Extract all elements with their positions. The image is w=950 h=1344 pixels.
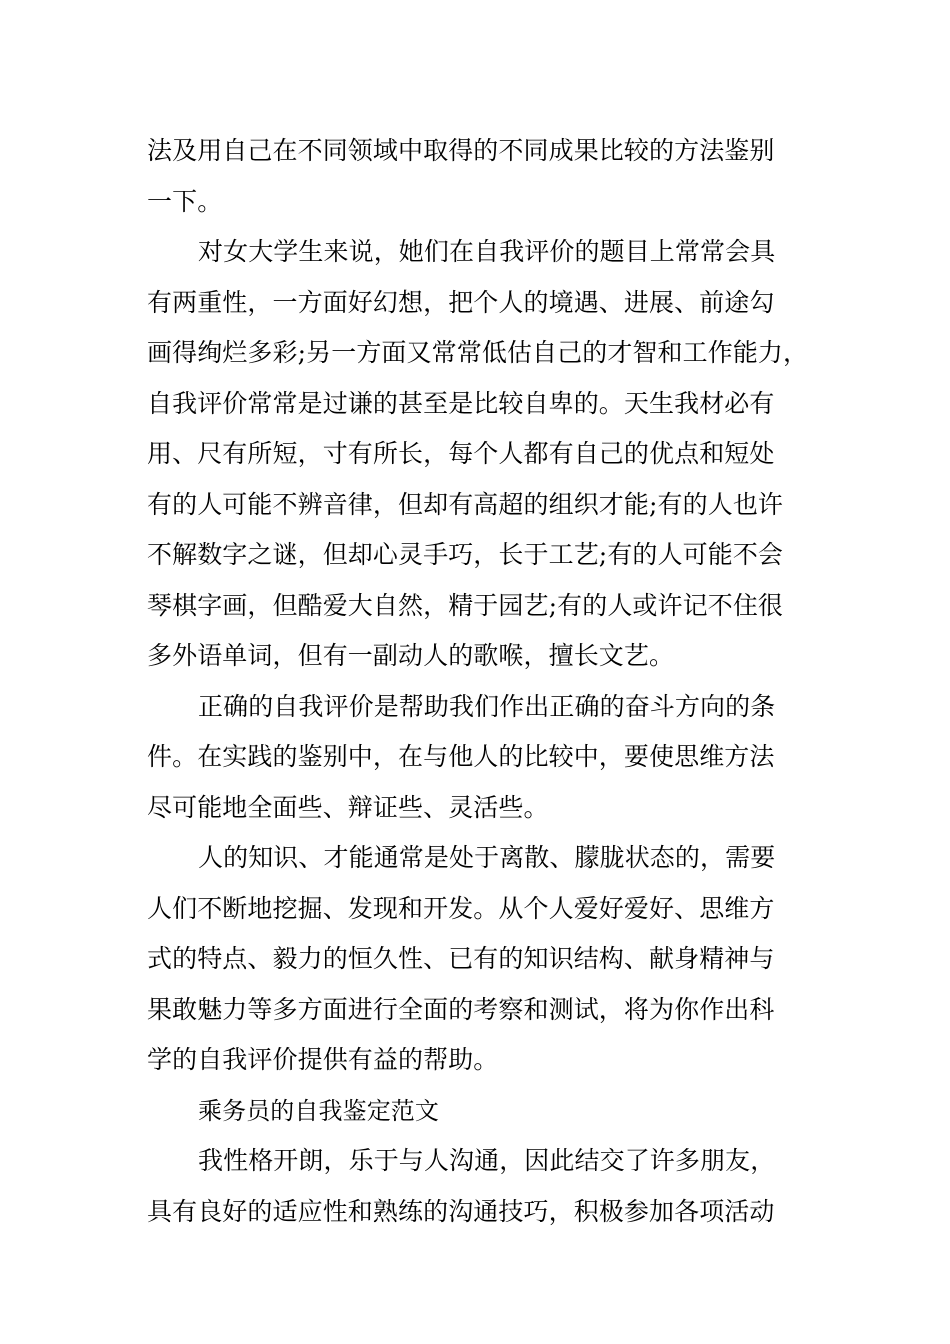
text-line: 尽可能地全面些、辩证些、灵活些。 xyxy=(147,792,549,822)
paragraph-start-line: 人的知识、才能通常是处于离散、朦胧状态的，需要 xyxy=(198,843,776,872)
text-line: 不解数字之谜，但却心灵手巧，长于工艺;有的人可能不会 xyxy=(147,540,784,569)
text-line: 自我评价常常是过谦的甚至是比较自卑的。天生我材必有 xyxy=(147,388,775,418)
paragraph-start-line: 我性格开朗，乐于与人沟通，因此结交了许多朋友， xyxy=(198,1146,776,1175)
text-line: 一下。 xyxy=(147,186,223,216)
document-body xyxy=(147,126,807,1237)
text-line: 有两重性，一方面好幻想，把个人的境遇、进展、前途勾 xyxy=(147,287,775,317)
text-line: 多外语单词，但有一副动人的歌喉，擅长文艺。 xyxy=(147,641,675,670)
text-line: 学的自我评价提供有益的帮助。 xyxy=(147,1045,499,1074)
text-line: 画得绚烂多彩;另一方面又常常低估自己的才智和工作能力， xyxy=(147,338,809,367)
paragraph-start-line: 正确的自我评价是帮助我们作出正确的奋斗方向的条 xyxy=(198,691,776,721)
text-line: 琴棋字画，但酷爱大自然，精于园艺;有的人或许记不住很 xyxy=(147,590,784,620)
text-line: 人们不断地挖掘、发现和开发。从个人爱好爱好、思维方 xyxy=(147,893,775,923)
text-line: 法及用自己在不同领域中取得的不同成果比较的方法鉴别 xyxy=(147,136,775,165)
text-line: 有的人可能不辨音律，但却有高超的组织才能;有的人也许 xyxy=(147,489,784,519)
text-line: 件。在实践的鉴别中，在与他人的比较中，要使思维方法 xyxy=(147,742,775,771)
text-line: 用、尺有所短，寸有所长，每个人都有自己的优点和短处 xyxy=(147,439,775,468)
text-line: 果敢魅力等多方面进行全面的考察和测试，将为你作出科 xyxy=(147,994,775,1024)
text-line: 式的特点、毅力的恒久性、已有的知识结构、献身精神与 xyxy=(147,944,775,973)
section-heading: 乘务员的自我鉴定范文 xyxy=(198,1096,439,1125)
text-line: 具有良好的适应性和熟练的沟通技巧，积极参加各项活动 xyxy=(147,1196,775,1226)
paragraph-start-line: 对女大学生来说，她们在自我评价的题目上常常会具 xyxy=(198,237,776,266)
